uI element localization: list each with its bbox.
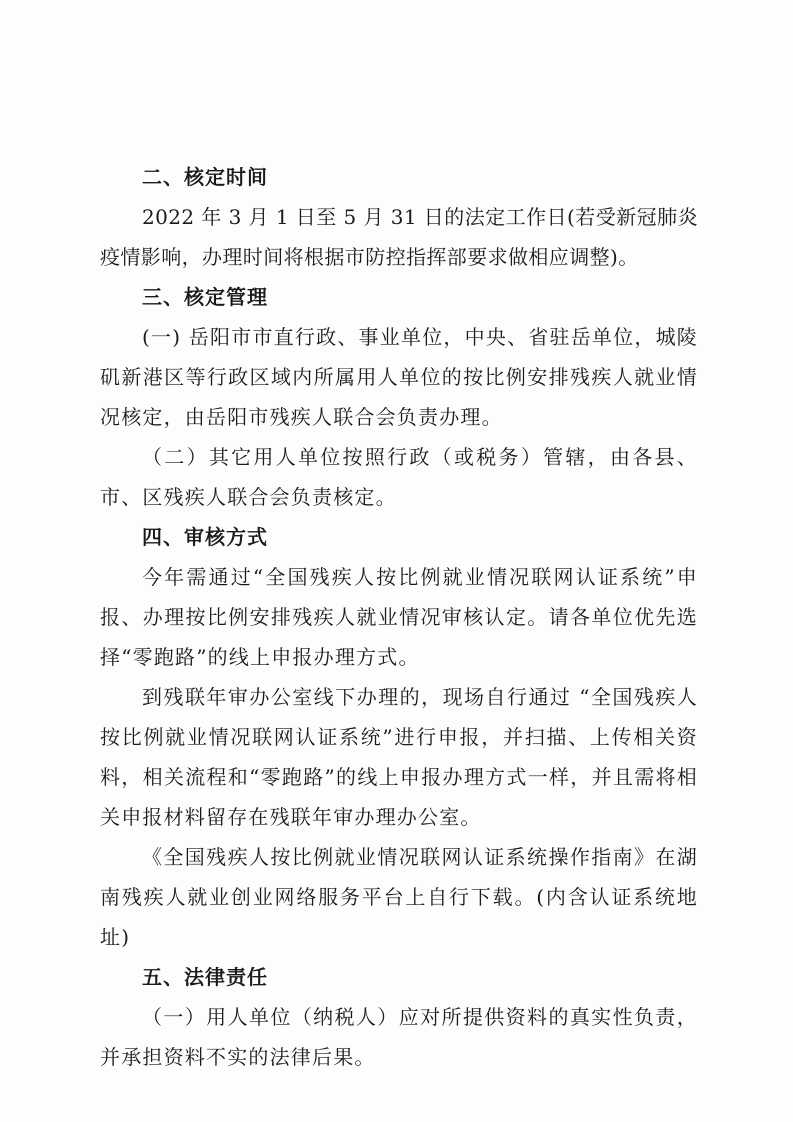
paragraph: （一）用人单位（纳税人）应对所提供资料的真实性负责，并承担资料不实的法律后果。 [100,1005,698,1069]
section-audit-method [100,517,698,957]
section-verification-time [100,157,698,277]
section-heading: 三、核定管理 [142,285,268,309]
section-verification-management [100,277,698,517]
section-heading: 五、法律责任 [142,965,268,989]
paragraph: (一) 岳阳市市直行政、事业单位，中央、省驻岳单位，城陵矶新港区等行政区域内所属用人单位的按比例安排残疾人就业情况核定，由岳阳市残疾人联合会负责办理。 [100,325,698,429]
section-legal-liability [100,957,698,1077]
section-heading: 二、核定时间 [142,165,268,189]
section-heading: 四、审核方式 [142,525,268,549]
paragraph: 2022 年 3 月 1 日至 5 月 31 日的法定工作日(若受新冠肺炎疫情影响，办理时间将根据市防控指挥部要求做相应调整)。 [100,205,698,269]
paragraph: 到残联年审办公室线下办理的，现场自行通过 “全国残疾人按比例就业情况联网认证系统”进行申报，并扫描、上传相关资料，相关流程和“零跑路”的线上申报办理方式一样，并且需将相关申报材料留存在残联年审办理办公室。 [100,685,698,829]
paragraph: 《全国残疾人按比例就业情况联网认证系统操作指南》在湖南残疾人就业创业网络服务平台上自行下载。(内含认证系统地址) [100,845,698,949]
paragraph: 今年需通过“全国残疾人按比例就业情况联网认证系统”申报、办理按比例安排残疾人就业情况审核认定。请各单位优先选择“零跑路”的线上申报办理方式。 [100,565,698,669]
document-body [100,157,698,1077]
paragraph: （二）其它用人单位按照行政（或税务）管辖，由各县、市、区残疾人联合会负责核定。 [100,445,698,509]
